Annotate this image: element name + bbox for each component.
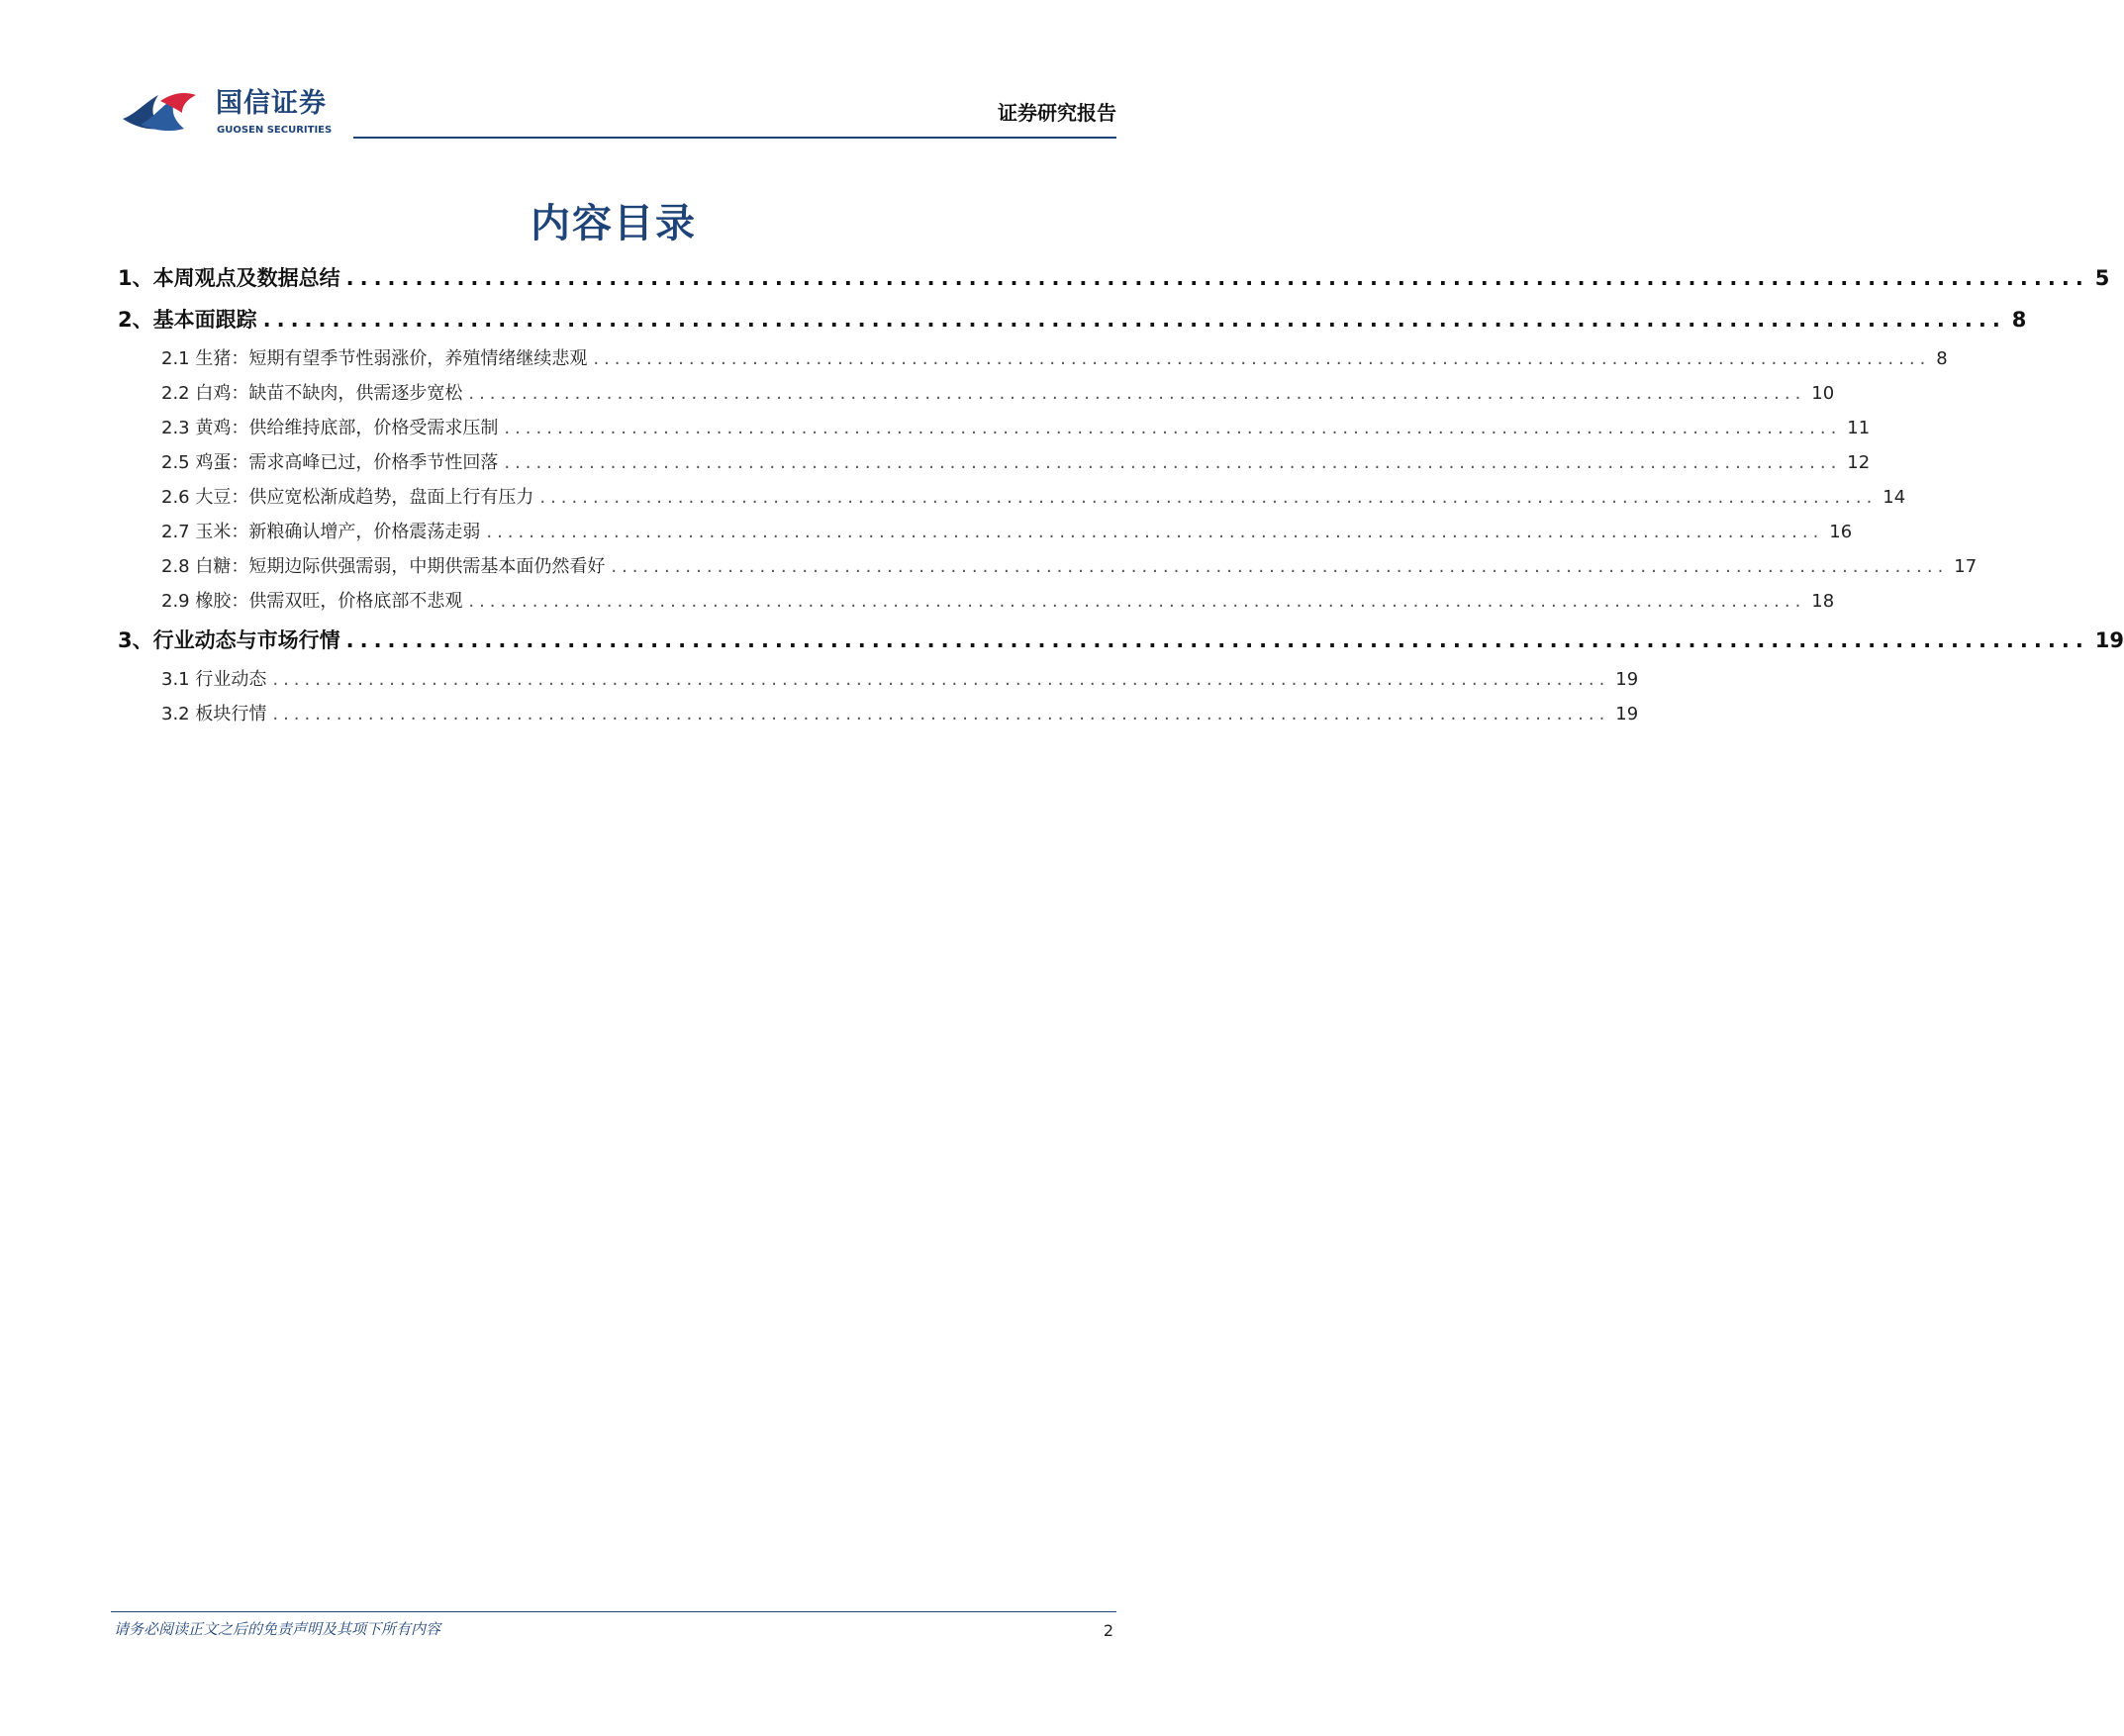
toc-entry-page: 17 — [1954, 556, 1978, 577]
footer-divider — [111, 1611, 1116, 1612]
logo-chinese-name: 国信证券 — [216, 88, 327, 119]
toc-entry-label: 2.8 白糖：短期边际供强需弱，中期供需基本面仍然看好 — [161, 556, 606, 577]
toc-dot-leader: .............................................................................................................................. — [262, 308, 2006, 332]
toc-dot-leader: .............................................................................................................................. — [345, 628, 2089, 652]
toc-entry-page: 18 — [1811, 591, 1835, 612]
toc-entry-page: 14 — [1883, 487, 1906, 508]
toc-entry-section-2[interactable] — [118, 306, 2027, 334]
logo-english-name: GUOSEN SECURITIES — [217, 125, 333, 136]
toc-entry-label: 3、行业动态与市场行情 — [118, 628, 340, 652]
toc-entry-page: 12 — [1847, 452, 1871, 473]
toc-dot-leader: .............................................................................................................................. — [539, 487, 1878, 508]
toc-title: 内容目录 — [531, 201, 697, 246]
toc-dot-leader: .............................................................................................................................. — [272, 669, 1610, 690]
toc-dot-leader: .............................................................................................................................. — [345, 266, 2089, 290]
toc-entry-page: 19 — [1615, 669, 1639, 690]
toc-entry-label: 2.6 大豆：供应宽松渐成趋势，盘面上行有压力 — [161, 487, 534, 508]
toc-entry-2-9[interactable] — [161, 590, 1835, 614]
toc-entry-2-1[interactable] — [161, 347, 1948, 371]
toc-entry-label: 1、本周观点及数据总结 — [118, 266, 340, 290]
report-type-label: 证券研究报告 — [998, 101, 1116, 125]
toc-dot-leader: .............................................................................................................................. — [504, 418, 1842, 438]
toc-entry-3-1[interactable] — [161, 668, 1639, 692]
toc-entry-label: 2.9 橡胶：供需双旺，价格底部不悲观 — [161, 591, 463, 612]
toc-entry-label: 2.3 黄鸡：供给维持底部，价格受需求压制 — [161, 418, 499, 438]
header-divider — [353, 137, 1116, 139]
toc-entry-label: 2、基本面跟踪 — [118, 308, 257, 332]
toc-entry-2-8[interactable] — [161, 555, 1978, 579]
toc-entry-label: 2.1 生猪：短期有望季节性弱涨价，养殖情绪继续悲观 — [161, 348, 588, 369]
toc-entry-2-5[interactable] — [161, 451, 1871, 475]
toc-entry-section-3[interactable] — [118, 627, 2124, 654]
toc-entry-label: 2.5 鸡蛋：需求高峰已过，价格季节性回落 — [161, 452, 499, 473]
toc-dot-leader: .............................................................................................................................. — [486, 522, 1824, 542]
toc-entry-page: 16 — [1829, 522, 1853, 542]
toc-dot-leader: .............................................................................................................................. — [504, 452, 1842, 473]
guosen-logo-icon — [121, 89, 206, 139]
toc-entry-page: 10 — [1811, 383, 1835, 404]
toc-entry-label: 3.2 板块行情 — [161, 704, 267, 724]
toc-dot-leader: .............................................................................................................................. — [593, 348, 1931, 369]
toc-entry-page: 19 — [1615, 704, 1639, 724]
toc-entry-page: 8 — [2011, 308, 2027, 332]
toc-entry-page: 11 — [1847, 418, 1871, 438]
toc-entry-label: 2.2 白鸡：缺苗不缺肉，供需逐步宽松 — [161, 383, 463, 404]
toc-dot-leader: .............................................................................................................................. — [468, 383, 1806, 404]
toc-entry-page: 8 — [1936, 348, 1948, 369]
toc-entry-label: 2.7 玉米：新粮确认增产，价格震荡走弱 — [161, 522, 481, 542]
toc-dot-leader: .............................................................................................................................. — [611, 556, 1949, 577]
toc-dot-leader: .............................................................................................................................. — [272, 704, 1610, 724]
toc-entry-3-2[interactable] — [161, 703, 1639, 726]
toc-entry-section-1[interactable] — [118, 264, 2110, 292]
toc-entry-page: 19 — [2094, 628, 2124, 652]
toc-entry-2-2[interactable] — [161, 382, 1835, 406]
toc-dot-leader: .............................................................................................................................. — [468, 591, 1806, 612]
toc-entry-2-3[interactable] — [161, 417, 1871, 440]
company-logo — [121, 85, 338, 143]
toc-entry-2-6[interactable] — [161, 486, 1906, 510]
toc-entry-page: 5 — [2094, 266, 2110, 290]
page-number: 2 — [1103, 1621, 1113, 1640]
toc-entry-label: 3.1 行业动态 — [161, 669, 267, 690]
disclaimer-note: 请务必阅读正文之后的免责声明及其项下所有内容 — [114, 1620, 441, 1638]
toc-entry-2-7[interactable] — [161, 521, 1853, 544]
